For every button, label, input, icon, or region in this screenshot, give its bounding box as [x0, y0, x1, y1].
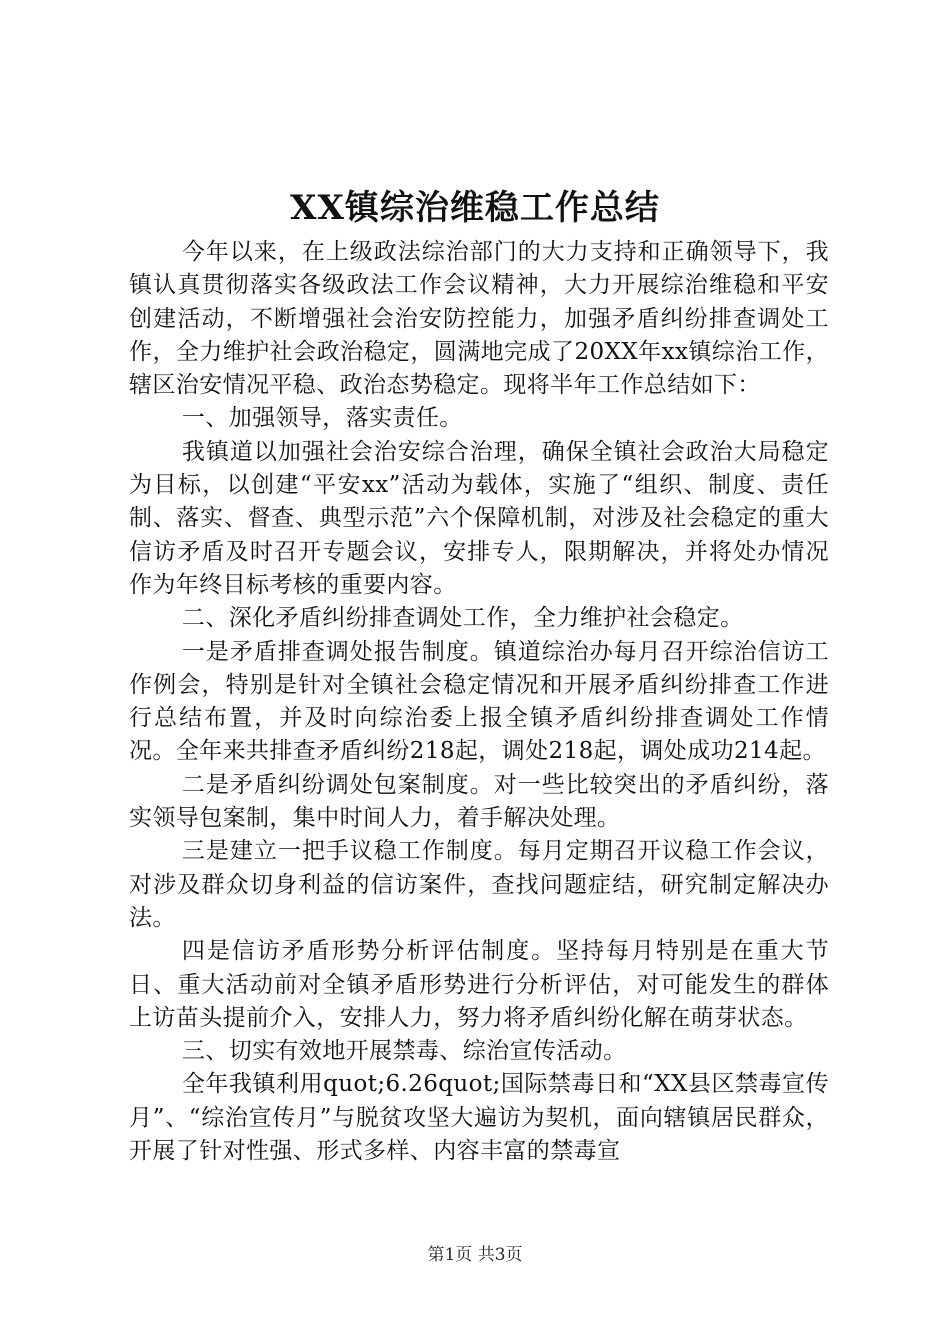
section-heading-2: 二、深化矛盾纠纷排查调处工作，全力维护社会稳定。 — [181, 605, 744, 632]
page-number-footer: 第1页 共3页 — [427, 1245, 523, 1265]
section-heading-3: 三、切实有效地开展禁毒、综治宣传活动。 — [181, 1038, 627, 1065]
document-title: XX镇综治维稳工作总结 — [290, 188, 660, 228]
paragraph-intro: 今年以来，在上级政法综治部门的大力支持和正确领导下，我镇认真贯彻落实各级政法工作会议精神，大力开展综治维稳和平安创建活动，不断增强社会治安防控能力，加强矛盾纠纷排查调处工作，全力维护社会政治稳定，圆满地完成了20XX年xx镇综治工作，辖区治安情况平稳、政治态势稳定。现将半年工作总结如下： — [129, 239, 829, 399]
paragraph-item-2: 二是矛盾纠纷调处包案制度。对一些比较突出的矛盾纠纷，落实领导包案制，集中时间人力，着手解决处理。 — [129, 771, 829, 832]
paragraph-section-3: 全年我镇利用quot;6.26quot;国际禁毒日和“XX县区禁毒宣传月”、“综治宣传月”与脱贫攻坚大遍访为契机，面向辖镇居民群众，开展了针对性强、形式多样、内容丰富的禁毒宣 — [129, 1071, 829, 1165]
paragraph-item-1: 一是矛盾排查调处报告制度。镇道综治办每月召开综治信访工作例会，特别是针对全镇社会稳定情况和开展矛盾纠纷排查工作进行总结布置，并及时向综治委上报全镇矛盾纠纷排查调处工作情况。全年来共排查矛盾纠纷218起，调处218起，调处成功214起。 — [129, 638, 829, 765]
paragraph-item-4: 四是信访矛盾形势分析评估制度。坚持每月特别是在重大节日、重大活动前对全镇矛盾形势进行分析评估，对可能发生的群体上访苗头提前介入，安排人力，努力将矛盾纠纷化解在萌芽状态。 — [129, 938, 829, 1031]
section-heading-1: 一、加强领导，落实责任。 — [181, 405, 463, 432]
paragraph-section-1: 我镇道以加强社会治安综合治理，确保全镇社会政治大局稳定为目标，以创建“平安xx”活动为载体，实施了“组织、制度、责任制、落实、督查、典型示范”六个保障机制，对涉及社会稳定的重大信访矛盾及时召开专题会议，安排专人，限期解决，并将处办情况作为年终目标考核的重要内容。 — [129, 438, 829, 598]
paragraph-item-3: 三是建立一把手议稳工作制度。每月定期召开议稳工作会议，对涉及群众切身利益的信访案件，查找问题症结，研究制定解决办法。 — [129, 838, 829, 931]
document-body — [129, 236, 829, 1168]
